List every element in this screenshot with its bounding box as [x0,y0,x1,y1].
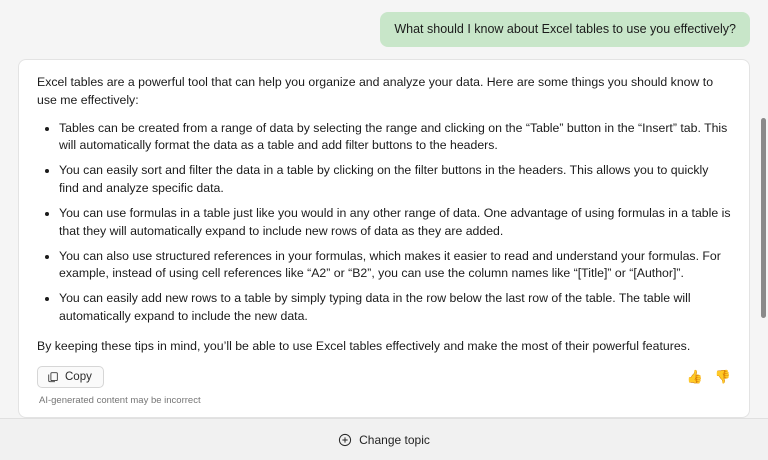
scrollbar-thumb[interactable] [761,118,766,318]
assistant-response-card [18,59,750,419]
assistant-intro-paragraph: Excel tables are a powerful tool that can help you organize and analyze your data. Here are some things you should know to use me effectively: [37,74,714,107]
copy-button-label: Copy [65,370,92,383]
ai-disclaimer-text: AI-generated content may be incorrect [39,394,201,406]
list-item: • You can also use structured references in your formulas, which makes it easier to read and understand your formulas. For example, instead of using cell references like “A2” or “B2”, you can use the column names like “[Title]” or “[Author]”. [59,248,731,284]
user-message-row [18,12,750,47]
footer-left-group [37,366,201,408]
change-topic-button[interactable] [330,429,438,451]
list-item: • You can easily sort and filter the data in a table by clicking on the filter buttons in the headers. This allows you to quickly find and analyze specific data. [59,162,731,198]
plus-circle-icon [338,433,352,447]
list-item: • You can use formulas in a table just like you would in any other range of data. One advantage of using formulas in a table is that they will automatically expand to include new rows of data as they are added. [59,205,731,241]
bottom-toolbar [0,418,768,460]
copy-button[interactable] [37,366,104,388]
feedback-controls [687,366,731,383]
thumbs-up-icon[interactable]: 👍 [686,368,703,384]
change-topic-label: Change topic [359,432,430,447]
assistant-card-footer [37,366,731,408]
thumbs-down-icon[interactable]: 👎 [714,368,731,384]
list-item: • Tables can be created from a range of data by selecting the range and clicking on the “Table” button in the “Insert” tab. This will automatically format the data as a table and add filter buttons to the headers. [59,120,731,156]
copy-icon [47,371,59,383]
user-message-bubble: What should I know about Excel tables to use you effectively? [380,12,750,47]
conversation-scrollbar[interactable] [760,0,766,418]
list-item: • You can easily add new rows to a table by simply typing data in the row below the last row of the table. The table will automatically expand to include the new data. [59,290,731,326]
assistant-closing-paragraph: By keeping these tips in mind, you’ll be able to use Excel tables effectively and make the most of their powerful features. [37,338,691,353]
assistant-bullet-list [37,120,731,326]
